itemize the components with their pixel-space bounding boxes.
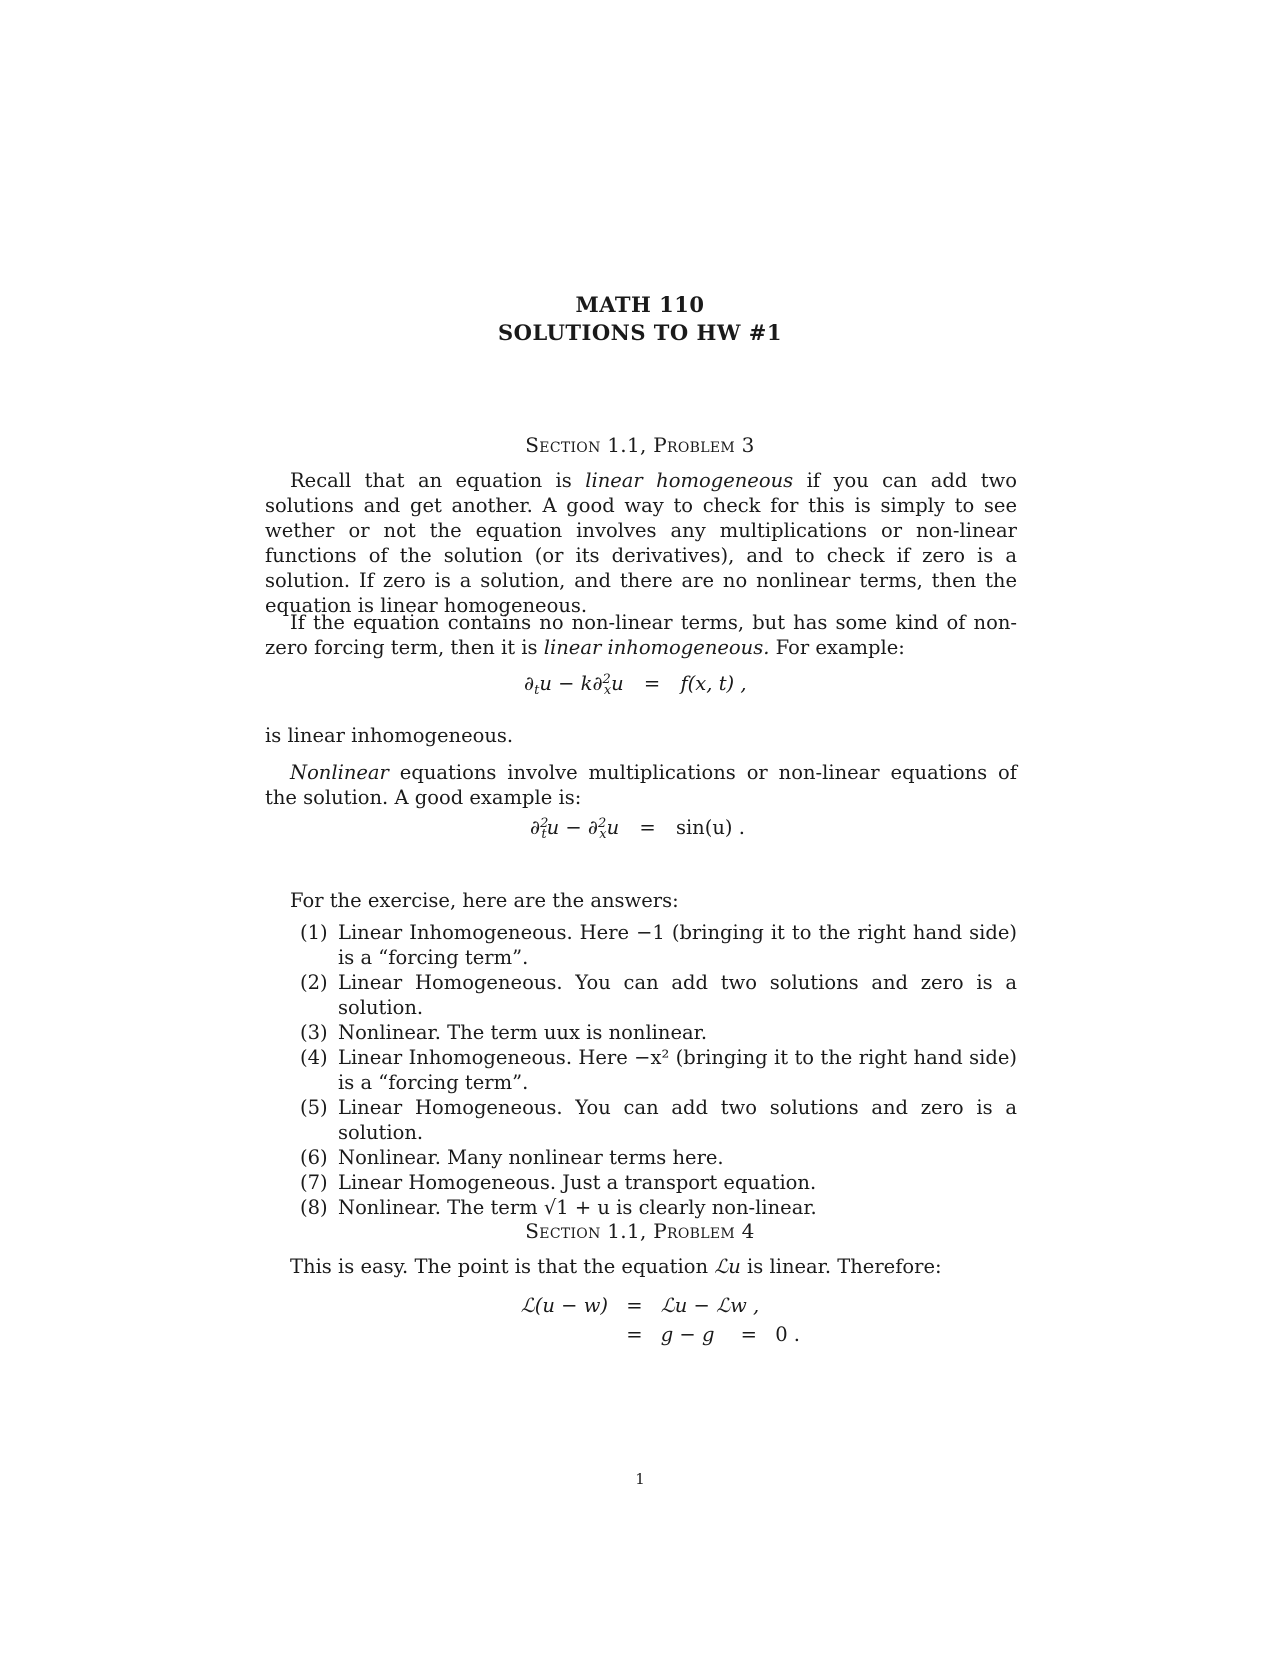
- eq-row2-equals: =: [626, 1323, 643, 1346]
- list-item-number: (3): [300, 1021, 328, 1044]
- eq-row2-result: 0 .: [775, 1323, 801, 1346]
- equation-row-1: [516, 1294, 759, 1317]
- list-item-text: Linear Inhomogeneous. Here −x² (bringing it to the right hand side) is a “forcing term”.: [338, 1046, 1017, 1094]
- equation-inhomogeneous: [524, 672, 747, 698]
- list-item-text: Linear Homogeneous. Just a transport equation.: [338, 1171, 817, 1194]
- list-item-number: (6): [300, 1146, 328, 1169]
- p4-text-b: is linear. Therefore:: [740, 1255, 942, 1278]
- eq2-left: ∂$^2_t$u − ∂$^2_x$u: [530, 816, 620, 842]
- list-item-text: Nonlinear. The term uux is nonlinear.: [338, 1021, 708, 1044]
- list-item: [300, 1045, 1017, 1095]
- paragraph-linear-inhomogeneous: [265, 610, 1017, 660]
- paragraph-problem-4: [290, 1254, 1017, 1279]
- eq-row2-right: g − g: [660, 1323, 715, 1346]
- list-item: [300, 1195, 1017, 1220]
- eq1-left: $\partial_tu - k\partial^2_xu$: [524, 672, 624, 698]
- answers-intro: For the exercise, here are the answers:: [290, 889, 679, 912]
- list-item: [300, 1170, 1017, 1195]
- list-item-text: Linear Homogeneous. You can add two solutions and zero is a solution.: [338, 1096, 1017, 1144]
- equation-nonlinear: [530, 816, 745, 842]
- eq-row2-equals-2: =: [740, 1323, 757, 1346]
- list-item-number: (7): [300, 1171, 328, 1194]
- para1-text-a: Recall that an equation is: [290, 469, 586, 492]
- p4-math: ℒu: [714, 1255, 741, 1278]
- section-heading-problem-4: Section 1.1, Problem 4: [525, 1219, 755, 1243]
- list-item: [300, 1020, 1017, 1045]
- list-item: [300, 970, 1017, 1020]
- list-item: [300, 920, 1017, 970]
- eq2-right: sin(u) .: [675, 816, 745, 839]
- course-title: MATH 110: [575, 292, 705, 317]
- para3-text: equations involve multiplications or non-linear equations of the solution. A good example is:: [265, 761, 1017, 809]
- p4-text-a: This is easy. The point is that the equation: [290, 1255, 715, 1278]
- list-item-number: (4): [300, 1046, 328, 1069]
- list-item-number: (8): [300, 1196, 328, 1219]
- list-item: [300, 1145, 1017, 1170]
- list-item-text: Nonlinear. Many nonlinear terms here.: [338, 1146, 724, 1169]
- para2-emphasis: linear inhomogeneous.: [543, 636, 770, 659]
- after-equation-text: is linear inhomogeneous.: [265, 724, 514, 747]
- para2-text-a: If the equation contains no non-linear terms, but has some kind of non-zero forcing term, then it is: [265, 611, 1017, 659]
- para2-text-b: For example:: [769, 636, 905, 659]
- paragraph-nonlinear: [265, 760, 1017, 810]
- page-number: 1: [635, 1470, 645, 1488]
- list-item: [300, 1095, 1017, 1145]
- equation-row-2: [516, 1323, 800, 1346]
- eq-row1-right: ℒu − ℒw ,: [660, 1294, 760, 1317]
- list-item-text: Linear Homogeneous. You can add two solutions and zero is a solution.: [338, 971, 1017, 1019]
- list-item-text: Nonlinear. The term √1 + u is clearly non-linear.: [338, 1196, 817, 1219]
- list-item-number: (2): [300, 971, 328, 994]
- list-item-text: Linear Inhomogeneous. Here −1 (bringing it to the right hand side) is a “forcing term”.: [338, 921, 1017, 969]
- answers-list: [300, 920, 1017, 1220]
- section-heading-problem-3: Section 1.1, Problem 3: [525, 433, 755, 457]
- eq2-equals: =: [639, 816, 656, 839]
- para3-emphasis: Nonlinear: [290, 761, 389, 784]
- list-item-number: (5): [300, 1096, 328, 1119]
- eq-row1-equals: =: [626, 1294, 643, 1317]
- para1-emphasis: linear homogeneous: [585, 469, 794, 492]
- eq1-right: f(x, t) ,: [680, 672, 747, 695]
- paragraph-linear-homogeneous: [265, 468, 1017, 618]
- eq-row1-left: ℒ(u − w): [520, 1294, 608, 1317]
- document-subtitle: SOLUTIONS TO HW #1: [498, 320, 782, 345]
- para1-text-b: if you can add two solutions and get another. A good way to check for this is simply to see wether or not the equation involves any multiplications or non-linear functions of the solution (or its derivatives), and to check if zero is a solution. If zero is a solution, and there are no nonlinear terms, then the equation is linear homogeneous.: [265, 469, 1017, 617]
- eq1-equals: =: [643, 672, 661, 695]
- list-item-number: (1): [300, 921, 328, 944]
